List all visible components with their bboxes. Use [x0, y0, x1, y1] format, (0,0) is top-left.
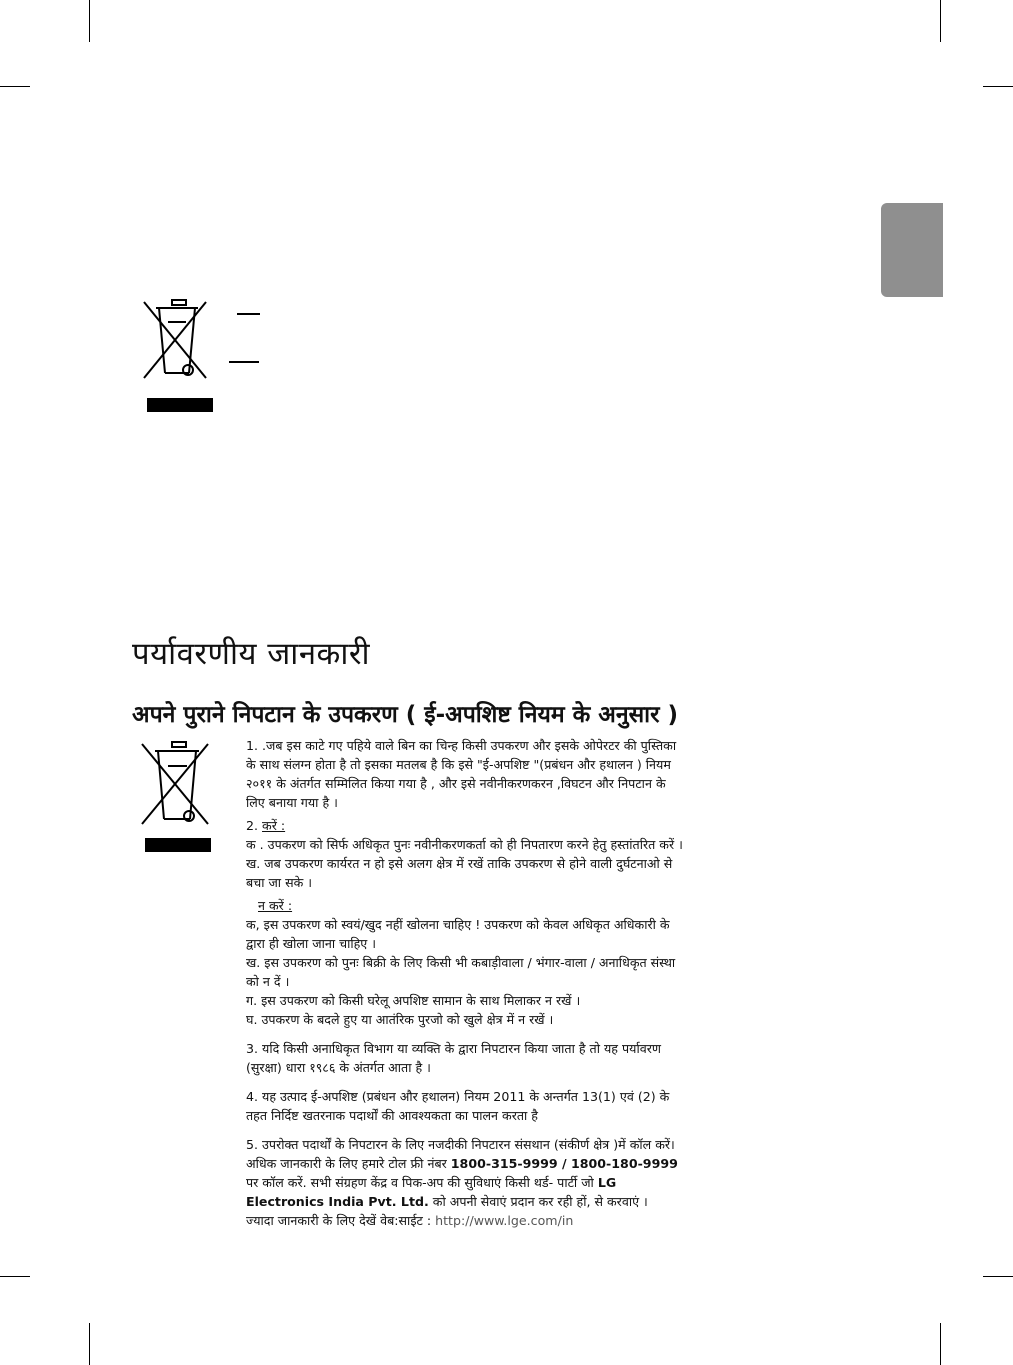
divider [237, 313, 260, 315]
crop-mark [983, 86, 1013, 87]
crop-mark [0, 86, 30, 87]
do-item-a: क . उपकरण को सिर्फ अधिकृत पुनः नवीनीकरणकर्ता को ही निपतारण करने हेतु हस्तांतरित करें । [246, 837, 683, 852]
paragraph-3: 3. यदि किसी अनाधिकृत विभाग या व्यक्ति के द्वारा निपटारन किया जाता है तो यह पर्यावरण (सुरक्षा) धारा १९८६ के अंतर्गत आता है । [246, 1041, 661, 1075]
dont-item-c: ग. इस उपकरण को किसी घरेलू अपशिष्ट सामान के साथ मिलाकर न रखें । [246, 993, 581, 1008]
website-label: ज्यादा जानकारी के लिए देखें वेब:साईट : [246, 1213, 436, 1228]
section-title: अपने पुराने निपटान के उपकरण ( ई-अपशिष्ट नियम के अनुसार ) [132, 702, 679, 728]
crop-mark [89, 1323, 90, 1365]
paragraph-5-text: को अपनी सेवाएं प्रदान कर रही हों, से करवाएं । [428, 1194, 648, 1209]
paragraph-1: 1. .जब इस काटे गए पहिये वाले बिन का चिन्ह किसी उपकरण और इसके ओपेरटर की पुस्तिका के साथ संलग्न होता है तो इसका मतलब है कि इसे "ई-अपशिष्ट "(प्रबंधन और हथालन ) नियम २०११ के अंतर्गत सम्मिलित किया गया है , और इसे नवीनीकरणकरन ,विघटन और निपटान के लिए बनाया गया है । [246, 738, 677, 810]
crop-mark [940, 1323, 941, 1365]
company-name: LG Electronics India Pvt. Ltd. [246, 1175, 617, 1209]
dos-number: 2. [246, 818, 263, 833]
dos-label: करें : [262, 818, 286, 833]
dont-item-d: घ. उपकरण के बदले हुए या आतंरिक पुरजो को खुले क्षेत्र में न रखें । [246, 1012, 554, 1027]
donts-heading [246, 896, 686, 915]
disposal-instructions [246, 736, 686, 1230]
dos-heading [246, 816, 686, 835]
paragraph-5 [246, 1135, 686, 1211]
do-item-b: ख. जब उपकरण कार्यरत न हो इसे अलग क्षेत्र में रखें ताकि उपकरण से होने वाली दुर्घटनाओ से बचा जा सके । [246, 856, 673, 890]
dont-item-a: क, इस उपकरण को स्वयं/खुद नहीं खोलना चाहिए ! उपकरण को केवल अधिकृत अधिकारी के द्वारा ही खोला जाना चाहिए । [246, 917, 670, 951]
website-link[interactable]: http://www.lge.com/in [435, 1213, 574, 1228]
website-line [246, 1211, 686, 1230]
paragraph-5-text: पर कॉल करें. सभी संग्रहण केंद्र व पिक-अप की सुविधाएं किसी थर्ड- पार्टी जो [246, 1175, 598, 1190]
crop-mark [89, 0, 90, 42]
paragraph-4: 4. यह उत्पाद ई-अपशिष्ट (प्रबंधन और हथालन) नियम 2011 के अन्तर्गत 13(1) एवं (2) के तहत निर्दिष्ट खतरनाक पदार्थों की आवश्यकता का पालन करता है [246, 1089, 670, 1123]
page-title: पर्यावरणीय जानकारी [132, 636, 371, 672]
dont-item-b: ख. इस उपकरण को पुनः बिक्री के लिए किसी भी कबाड़ीवाला / भंगार-वाला / अनाधिकृत संस्था को न दें । [246, 955, 676, 989]
donts-label: न करें : [258, 898, 293, 913]
crop-mark [940, 0, 941, 42]
bin-underline-bar [145, 838, 211, 852]
crossed-wheelie-bin-icon [140, 298, 210, 382]
toll-free-number: 1800-315-9999 / 1800-180-9999 [450, 1156, 678, 1171]
paragraph-5-text: 5. उपरोक्त पदार्थों के निपटारन के लिए नजदीकी निपटारन संसथान (संकीर्ण क्षेत्र )में कॉल करें। अधिक जानकारी के लिए हमारे टोल फ्री नंबर [246, 1137, 675, 1171]
bin-underline-bar [147, 398, 213, 412]
crop-mark [0, 1276, 30, 1277]
divider [229, 361, 259, 363]
language-tab [881, 203, 943, 297]
crossed-wheelie-bin-icon [138, 740, 212, 828]
crop-mark [983, 1276, 1013, 1277]
